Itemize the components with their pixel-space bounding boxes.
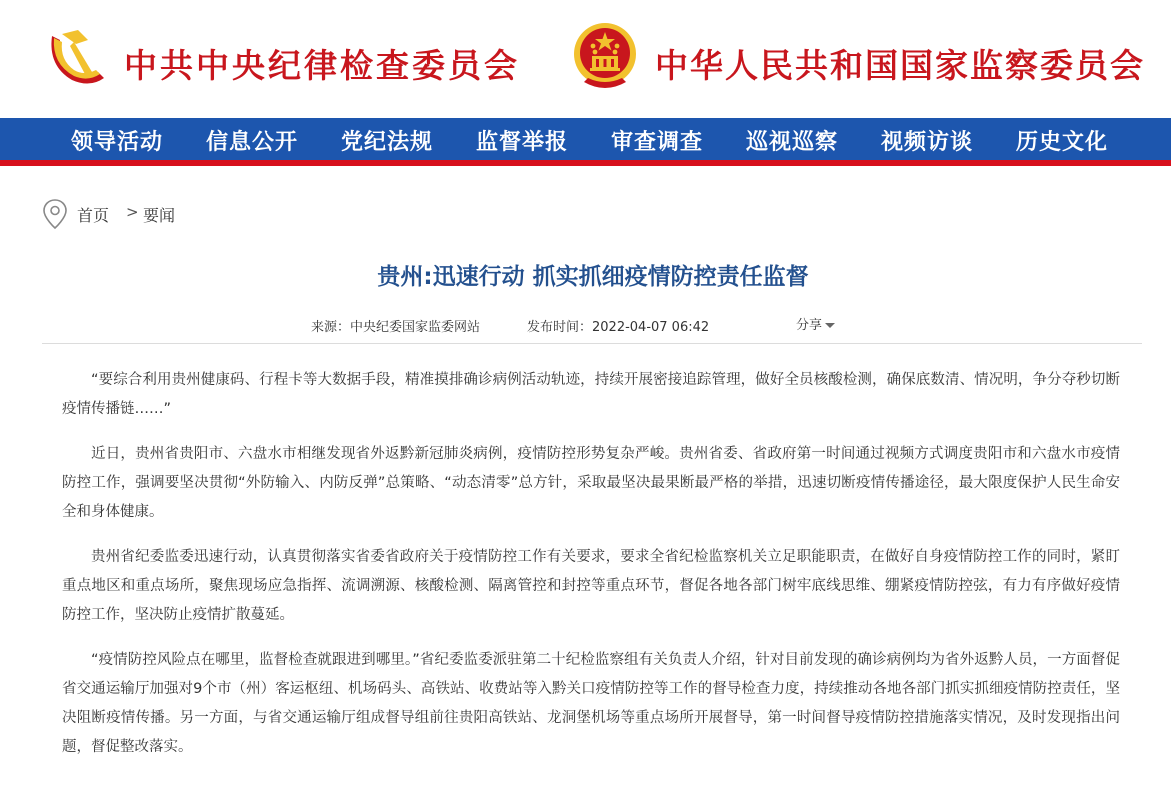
cpc-ccdi-title[interactable]: 中共中央纪律检查委员会 [124,46,520,85]
nav-item-leadership[interactable]: 领导活动 [71,129,164,155]
site-header [0,0,1171,118]
share-label: 分享 [796,318,823,333]
caret-down-icon [825,323,835,328]
national-emblem-icon[interactable] [572,20,638,94]
nav-item-regulations[interactable]: 党纪法规 [341,129,434,155]
article-published-time: 发布时间：2022-04-07 06:42 [527,320,710,335]
article-title: 贵州:迅速行动 抓实抓细疫情防控责任监督 [377,264,809,290]
article-paragraph: “疫情防控风险点在哪里，监督检查就跟进到哪里。”省纪委监委派驻第二十纪检监察组有关负责人介绍，针对目前发现的确诊病例均为省外返黔人员，一方面督促省交通运输厅加强对9个市（州）客运枢纽、机场码头、高铁站、收费站等入黔关口疫情防控等工作的督导检查力度，持续推动各地各部门抓实抓细疫情防控责任，坚决阻断疫情传播。另一方面，与省交通运输厅组成督导组前往贵阳高铁站、龙洞堡机场等重点场所开展督导，第一时间督导疫情防控措施落实情况，及时发现指出问题，督促整改落实。 [62,652,1120,755]
location-pin-icon [42,198,68,230]
breadcrumb-separator: > [126,203,139,221]
article-paragraph: 贵州省纪委监委迅速行动，认真贯彻落实省委省政府关于疫情防控工作有关要求，要求全省纪检监察机关立足职能职责，在做好自身疫情防控工作的同时，紧盯重点地区和重点场所，聚焦现场应急指挥、流调溯源、核酸检测、隔离管控和封控等重点环节，督促各地各部门树牢底线思维、绷紧疫情防控弦，有力有序做好疫情防控工作，坚决防止疫情扩散蔓延。 [62,549,1120,623]
article-paragraph: 近日，贵州省贵阳市、六盘水市相继发现省外返黔新冠肺炎病例，疫情防控形势复杂严峻。贵州省委、省政府第一时间通过视频方式调度贵阳市和六盘水市疫情防控工作，强调要坚决贯彻“外防输入、内防反弹”总策略、“动态清零”总方针，采取最坚决最果断最严格的举措，迅速切断疫情传播途径，最大限度保护人民生命安全和身体健康。 [62,446,1120,520]
nav-item-inspection[interactable]: 巡视巡察 [746,129,839,155]
nsc-title[interactable]: 中华人民共和国国家监察委员会 [655,46,1145,85]
breadcrumb-current[interactable]: 要闻 [143,206,176,225]
main-nav [0,118,1171,166]
nav-item-video[interactable]: 视频访谈 [881,129,974,155]
article-paragraph: “要综合利用贵州健康码、行程卡等大数据手段，精准摸排确诊病例活动轨迹，持续开展密接追踪管理，做好全员核酸检测，确保底数清、情况明，争分夺秒切断疫情传播链……” [62,372,1120,417]
divider [42,343,1142,344]
breadcrumb-home[interactable]: 首页 [77,206,110,225]
article-source: 来源：中央纪委国家监委网站 [311,320,481,335]
article-body [62,366,1120,778]
party-emblem-icon[interactable] [44,26,110,88]
nav-item-reporting[interactable]: 监督举报 [476,129,569,155]
nav-item-history[interactable]: 历史文化 [1016,129,1109,155]
nav-item-investigation[interactable]: 审查调查 [611,129,704,155]
nav-item-disclosure[interactable]: 信息公开 [206,129,299,155]
share-button[interactable] [796,314,835,333]
